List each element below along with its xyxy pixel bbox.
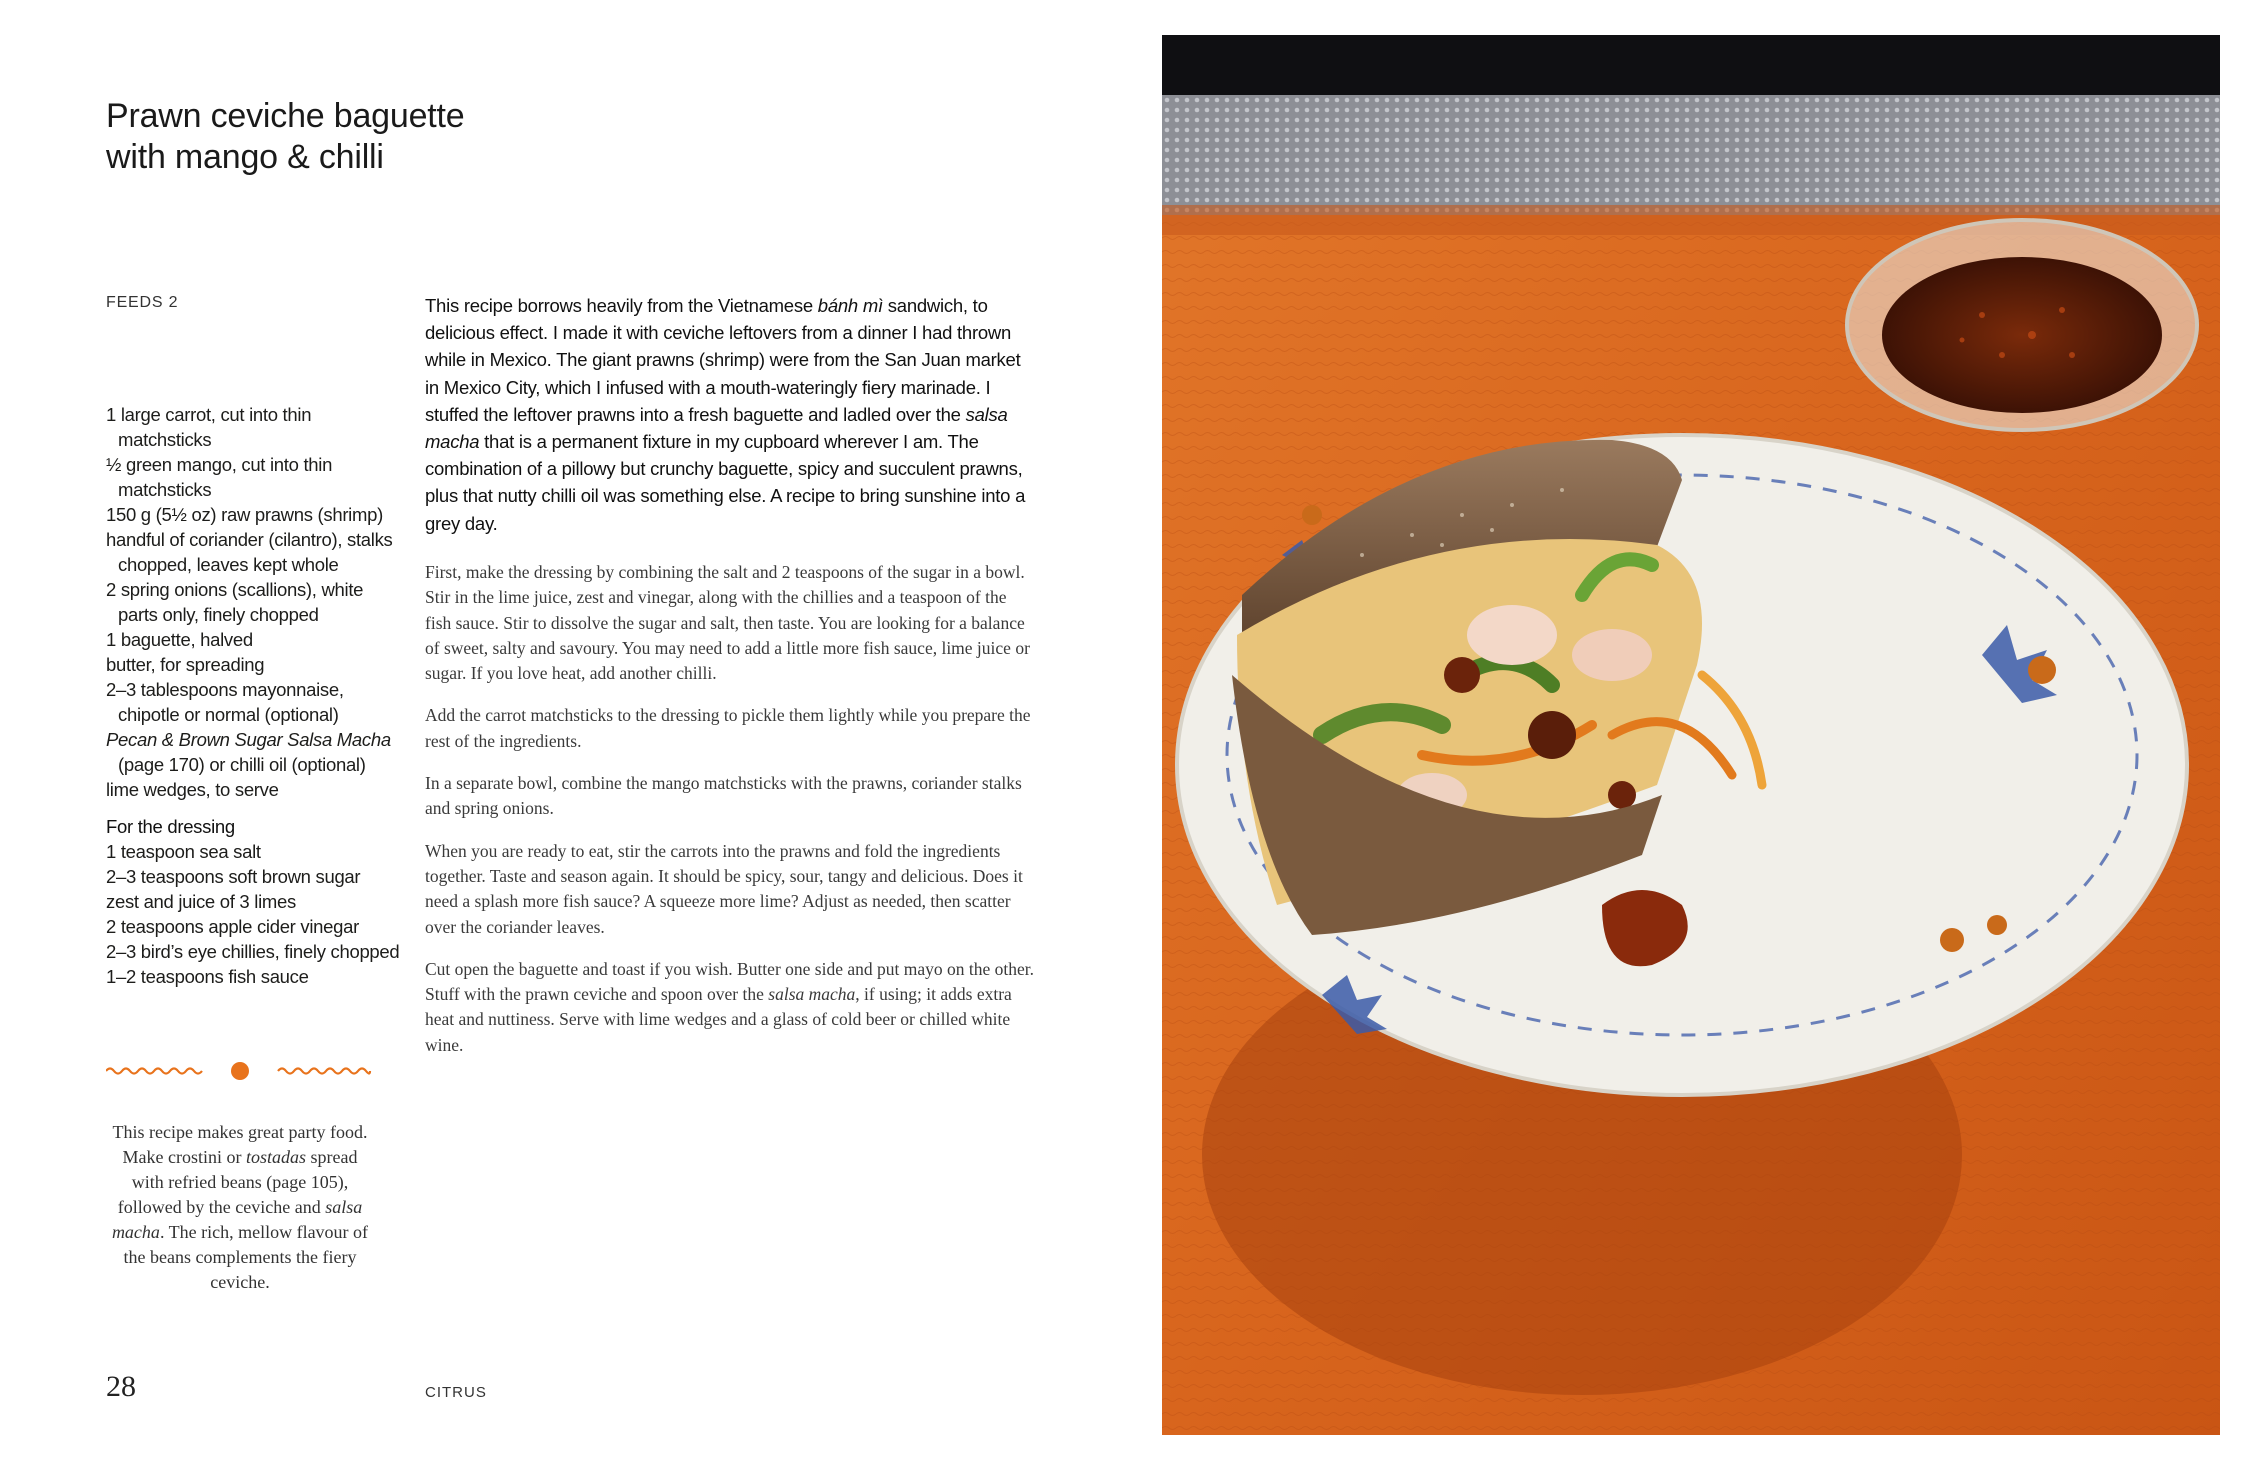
method-steps [425,560,1035,1075]
intro-italic: bánh mì [817,295,883,316]
ingredient-item [106,727,406,777]
method-italic: salsa macha [768,984,856,1005]
ingredient-rest: (page 170) or chilli oil (optional) [118,754,366,775]
ingredient-italic: Pecan & Brown Sugar Salsa Macha [106,729,391,750]
dressing-item: 2 teaspoons apple cider vinegar [106,916,359,937]
recipe-title [106,96,666,178]
intro-italic: salsa macha [425,403,1008,453]
dressing-heading: For the dressing [106,816,235,837]
decorative-divider-icon [106,1060,374,1082]
method-step: First, make the dressing by combining the salt and 2 teaspoons of the sugar in a bowl. Stir in the lime juice, zest and vinegar, along with the chillies and a teaspoon of the fish sauce. Stir to dissolve the sugar and salt, then taste. You are looking for a balance of sweet, salty and savoury. You may need to add a little more fish sauce, lime juice or sugar. If you love heat, add another chilli. [425,562,1030,684]
serves-label: FEEDS 2 [106,294,179,311]
method-step [425,957,1035,1058]
intro-text: that is a permanent fixture in my cupboard wherever I am. The combination of a pillowy but crunchy baguette, spicy and succulent prawns, plus that nutty chilli oil was something else. A recipe to bring sunshine into a grey day. [425,431,1026,534]
tip-italic: salsa macha [111,1197,363,1242]
dressing-item: 1 teaspoon sea salt [106,841,261,862]
intro-paragraph [425,292,1035,537]
dressing-item: zest and juice of 3 limes [106,891,296,912]
ingredient-item: 1 large carrot, cut into thin matchsticks [106,404,312,450]
section-label: CITRUS [425,1384,487,1401]
ingredients-list [106,402,406,989]
title-line-1: Prawn ceviche baguette [106,97,465,135]
ingredient-item: 1 baguette, halved [106,629,253,650]
title-line-2: with mango & chilli [106,138,384,176]
method-text: Cut open the baguette and toast if you wish. Butter one side and put mayo on the other. Stuff with the prawn ceviche and spoon over the [425,958,1034,1005]
ingredient-item: butter, for spreading [106,654,265,675]
dressing-item: 2–3 teaspoons soft brown sugar [106,866,361,887]
food-photo [1162,35,2220,1435]
tip-text: spread with refried beans (page 105), followed by the ceviche and [117,1147,358,1217]
ingredient-item: lime wedges, to serve [106,779,279,800]
ingredient-item: handful of coriander (cilantro), stalks chopped, leaves kept whole [106,529,393,575]
method-step: When you are ready to eat, stir the carrots into the prawns and fold the ingredients together. Taste and season again. It should be spicy, sour, tangy and delicious. Does it need a splash more fish sauce? A squeeze more lime? Adjust as needed, then scatter over the coriander leaves. [425,840,1023,937]
method-step: Add the carrot matchsticks to the dressing to pickle them lightly while you prepare the rest of the ingredients. [425,705,1031,751]
food-photo-icon [1162,35,2220,1435]
page-number: 28 [106,1370,136,1403]
tip-note [106,1120,374,1295]
intro-text: sandwich, to delicious effect. I made it with ceviche leftovers from a dinner I had thrown while in Mexico. The giant prawns (shrimp) were from the San Juan market in Mexico City, which I infused with a mouth-wateringly fiery marinade. I stuffed the leftover prawns into a fresh baguette and ladled over the [425,295,1021,425]
tip-text: This recipe makes great party food. Make crostini or [112,1122,368,1167]
dressing-item: 2–3 bird’s eye chillies, finely chopped [106,941,400,962]
ingredient-item: ½ green mango, cut into thin matchsticks [106,454,333,500]
ingredient-item: 2 spring onions (scallions), white parts only, finely chopped [106,579,364,625]
dressing-item: 1–2 teaspoons fish sauce [106,966,309,987]
intro-text: This recipe borrows heavily from the Vietnamese [425,295,818,316]
method-text: , if using; it adds extra heat and nuttiness. Serve with lime wedges and a glass of cold beer or chilled white wine. [425,984,1012,1055]
ingredient-item: 2–3 tablespoons mayonnaise, chipotle or normal (optional) [106,679,344,725]
tip-italic: tostadas [245,1147,306,1167]
method-step: In a separate bowl, combine the mango matchsticks with the prawns, coriander stalks and spring onions. [425,773,1022,819]
ingredient-item: 150 g (5½ oz) raw prawns (shrimp) [106,504,383,525]
tip-text: . The rich, mellow flavour of the beans complements the fiery ceviche. [123,1222,369,1292]
